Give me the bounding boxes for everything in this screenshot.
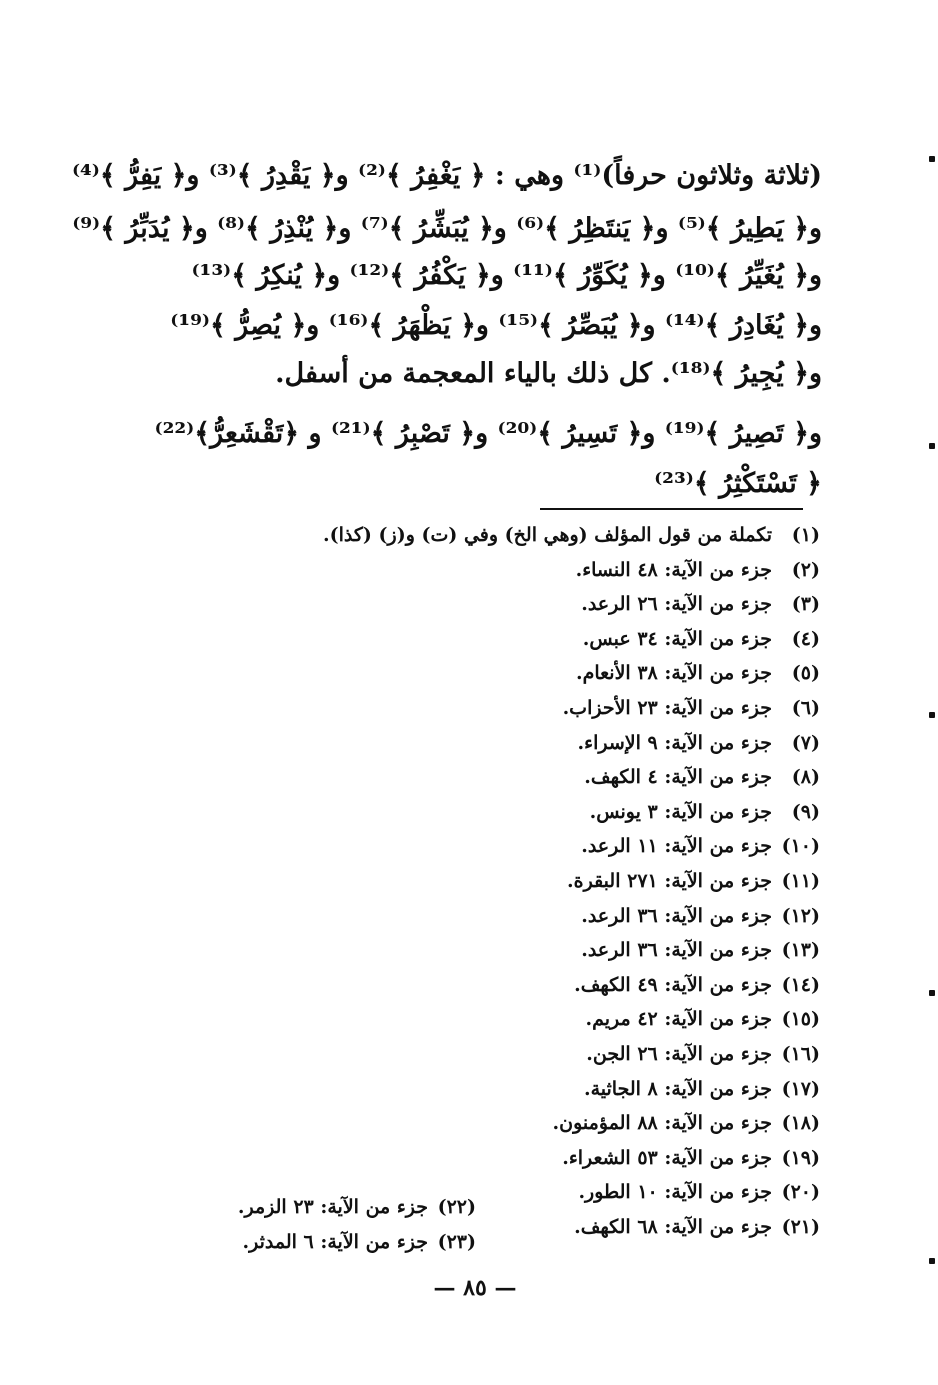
main-text-line: و﴿ يُجِيرُ ﴾⁽¹⁸⁾. كل ذلك بالياء المعجمة من أسفل.	[275, 358, 822, 389]
footnote-number: (١٢)	[781, 904, 820, 927]
footnote-number: (٥)	[791, 662, 820, 685]
footnote-number: (١٨)	[781, 1112, 820, 1135]
footnote-text: جزء من الآية: ١١ الرعد.	[581, 835, 772, 858]
footnote-text: جزء من الآية: ٤٨ النساء.	[575, 558, 772, 581]
page-number: — ٨٥ —	[433, 1275, 517, 1301]
footnote-text: جزء من الآية: ٣٦ الرعد.	[581, 904, 772, 927]
footnote-number: (٢٣)	[437, 1230, 476, 1253]
footnote-text: جزء من الآية: ٦٨ الكهف.	[574, 1216, 772, 1238]
footnote-text: جزء من الآية: ٢٦ الجن.	[586, 1043, 772, 1065]
footnote	[574, 1216, 820, 1238]
main-text-line: و﴿ يُغَادِرُ ﴾⁽¹⁴⁾ و﴿ يُبَصِّرُ ﴾⁽¹⁵⁾ و﴿ يَظْهَرُ ﴾⁽¹⁶⁾ و﴿ يُصِرُّ ﴾⁽¹⁹⁾	[170, 310, 822, 341]
footnote	[563, 697, 820, 719]
footnote	[323, 524, 820, 546]
footnote-number: (٢)	[791, 558, 820, 581]
footnote-text: جزء من الآية: ٤ الكهف.	[584, 766, 772, 789]
footnote	[576, 559, 820, 581]
footnote-text: جزء من الآية: ٩ الإسراء.	[577, 731, 772, 754]
footnote-number: (١)	[791, 524, 820, 546]
footnote-text: جزء من الآية: ٣٦ الرعد.	[581, 939, 772, 962]
footnote-text: جزء من الآية: ٢٣ الأحزاب.	[562, 697, 772, 719]
margin-dot	[929, 1258, 935, 1264]
margin-dot	[929, 712, 935, 718]
footnote	[585, 1008, 820, 1030]
footnote-separator	[540, 508, 803, 510]
footnote-number: (٢٠)	[781, 1181, 820, 1204]
main-text-line: و﴿ يَطِيرُ ﴾⁽⁵⁾ و﴿ يَنتَظِرُ ﴾⁽⁶⁾ و﴿ يُبَشِّرُ ﴾⁽⁷⁾ و﴿ يُنْذِرُ ﴾⁽⁸⁾ و﴿ يُدَبِّرُ ﴾⁽⁹⁾	[72, 213, 822, 244]
margin-dot	[929, 990, 935, 996]
footnote	[238, 1196, 476, 1218]
main-text-line: ﴿ تَسْتَكْثِرُ ﴾⁽²³⁾	[654, 468, 822, 499]
footnote-number: (٧)	[791, 731, 820, 754]
footnote	[553, 1112, 820, 1134]
footnote-number: (٦)	[791, 697, 820, 719]
footnote-text: تكملة من قول المؤلف (وهي الخ) وفي (ت) و(ز) (كذا).	[323, 524, 772, 546]
footnote-text: جزء من الآية: ٤٩ الكهف.	[574, 973, 772, 996]
footnote	[581, 939, 820, 961]
footnote	[562, 1147, 820, 1169]
margin-dot	[929, 156, 935, 162]
footnote-text: جزء من الآية: ٣٨ الأنعام.	[575, 662, 772, 685]
footnote-text: جزء من الآية: ٨ الجاثية.	[583, 1077, 772, 1100]
footnote-text: جزء من الآية: ٣٤ عبس.	[582, 627, 772, 650]
footnote	[574, 974, 820, 996]
main-text-line: و﴿ تَصِيرُ ﴾⁽¹⁹⁾ و﴿ تَسِيرُ ﴾⁽²⁰⁾ و﴿ تَصْبِرُ ﴾⁽²¹⁾ و ﴿تَقْشَعِرُّ﴾⁽²²⁾	[154, 418, 822, 449]
footnote-text: جزء من الآية: ٦ المدثر.	[242, 1230, 428, 1253]
footnote-number: (١٧)	[781, 1077, 820, 1100]
footnote-number: (٨)	[791, 766, 820, 789]
footnote-number: (١٥)	[781, 1008, 820, 1031]
footnote-text: جزء من الآية: ٢٧١ البقرة.	[567, 870, 772, 892]
footnote-text: جزء من الآية: ٢٦ الرعد.	[581, 593, 772, 616]
footnote	[567, 870, 820, 892]
footnote-number: (١٠)	[781, 835, 820, 858]
footnote-text: جزء من الآية: ٥٣ الشعراء.	[562, 1146, 772, 1169]
footnote-text: جزء من الآية: ٣ يونس.	[589, 800, 772, 823]
footnote-text: جزء من الآية: ٨٨ المؤمنون.	[552, 1112, 772, 1135]
footnote-number: (١٤)	[781, 973, 820, 996]
margin-dot	[929, 443, 935, 449]
footnote-number: (٤)	[791, 627, 820, 650]
footnote	[581, 593, 820, 615]
footnote	[576, 662, 820, 684]
footnote-number: (١١)	[781, 870, 820, 892]
footnote	[584, 766, 820, 788]
footnote	[581, 905, 820, 927]
footnote	[581, 835, 820, 857]
footnote-number: (١٩)	[781, 1146, 820, 1169]
footnote-text: جزء من الآية: ٢٣ الزمر.	[237, 1196, 428, 1218]
footnote-text: جزء من الآية: ٤٢ مريم.	[585, 1008, 772, 1031]
footnote-number: (١٣)	[781, 939, 820, 962]
footnote-number: (٩)	[791, 800, 820, 823]
footnote-number: (١٦)	[781, 1043, 820, 1065]
main-text-line: و﴿ يُغَيِّرُ ﴾⁽¹⁰⁾ و﴿ يُكَوِّرُ ﴾⁽¹¹⁾ و﴿ يَكْفُرُ ﴾⁽¹²⁾ و﴿ يُنكِرُ ﴾⁽¹³⁾	[191, 260, 822, 291]
footnote-number: (٢٢)	[437, 1196, 476, 1218]
footnote	[578, 1181, 820, 1203]
footnote	[584, 1078, 820, 1100]
footnote	[242, 1231, 476, 1253]
footnote	[583, 628, 820, 650]
footnote-number: (٣)	[791, 593, 820, 616]
footnote-text: جزء من الآية: ١٠ الطور.	[578, 1181, 772, 1204]
main-text-line: (ثلاثة وثلاثون حرفاً)⁽¹⁾ وهي : ﴿ يَغْفِرُ ﴾⁽²⁾ و﴿ يَقْدِرُ ﴾⁽³⁾ و﴿ يَفِرُّ ﴾⁽⁴⁾	[71, 160, 822, 191]
footnote	[590, 801, 820, 823]
footnote-number: (٢١)	[781, 1216, 820, 1238]
footnote	[586, 1043, 820, 1065]
footnote	[578, 732, 820, 754]
